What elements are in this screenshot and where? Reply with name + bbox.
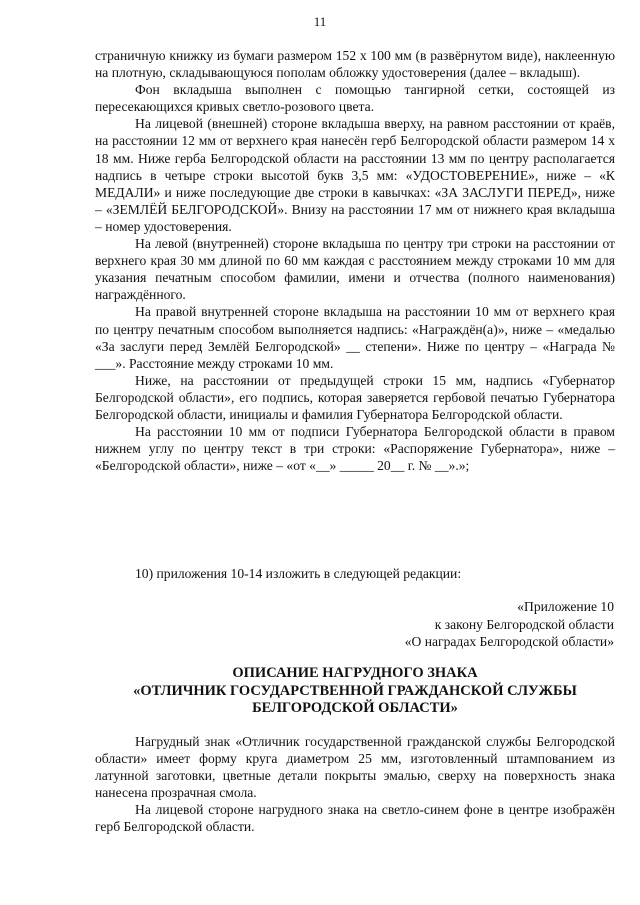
appendix-reference [405, 598, 614, 651]
appendix-ref-line-1: «Приложение 10 [517, 599, 614, 614]
section-title-line-3: БЕЛГОРОДСКОЙ ОБЛАСТИ» [252, 700, 458, 716]
section-title-line-2: «ОТЛИЧНИК ГОСУДАРСТВЕННОЙ ГРАЖДАНСКОЙ СЛУЖБЫ [133, 682, 577, 699]
body-text-top [95, 47, 615, 474]
paragraph: На расстоянии 10 мм от подписи Губернатора Белгородской области в правом нижнем углу по центру текст в три строки: «Распоряжение Губернатора», ниже – «Белгородской области», ниже – «от «__» _____ 20__ г. № __».»; [95, 424, 615, 474]
paragraph: На левой (внутренней) стороне вкладыша по центру три строки на расстоянии от верхнего края 30 мм длиной по 60 мм каждая с расстоянием между строками 10 мм для указания печатным способом фамилии, имени и отчества (полного наименования) награждённого. [95, 236, 615, 303]
appendix-ref-line-2: к закону Белгородской области [434, 616, 614, 632]
list-item-10: 10) приложения 10-14 изложить в следующей редакции: [135, 566, 462, 581]
paragraph: Фон вкладыша выполнен с помощью тангирной сетки, состоящей из пересекающихся кривых светло-розового цвета. [95, 82, 615, 115]
paragraph: страничную книжку из бумаги размером 152 х 100 мм (в развёрнутом виде), наклеенную на плотную, складывающуюся пополам обложку удостоверения (далее – вкладыш). [95, 48, 615, 81]
paragraph: Ниже, на расстоянии от предыдущей строки 15 мм, надпись «Губернатор Белгородской области», его подпись, которая заверяется гербовой печатью Губернатора Белгородской области, инициалы и фамилия Губернатора Белгородской области. [95, 372, 615, 422]
section-title-line-1: ОПИСАНИЕ НАГРУДНОГО ЗНАКА [232, 665, 478, 681]
paragraph: На лицевой (внешней) стороне вкладыша вверху, на равном расстоянии от краёв, на расстоянии 12 мм от верхнего края нанесён герб Белгородской области размером 14 х 18 мм. Ниже герба Белгородской области на расстоянии 13 мм по центру располагается надпись в четыре строки высотой букв 3,5 мм: «УДОСТОВЕРЕНИЕ», ниже – «К МЕДАЛИ» и ниже последующие две строки в кавычках: «ЗА ЗАСЛУГИ ПЕРЕД», ниже – «ЗЕМЛЁЙ БЕЛГОРОДСКОЙ». Внизу на расстоянии 17 мм от нижнего края вкладыша – номер удостоверения. [95, 116, 615, 234]
page-number: 11 [313, 14, 327, 29]
appendix-ref-line-3: «О наградах Белгородской области» [404, 634, 614, 649]
section-title [95, 665, 615, 718]
body-text-bottom [95, 733, 615, 836]
paragraph: На лицевой стороне нагрудного знака на светло-синем фоне в центре изображён герб Белгородской области. [95, 802, 615, 835]
paragraph: На правой внутренней стороне вкладыша на расстоянии 10 мм от верхнего края по центру печатным способом выполняется надпись: «Награждён(а)», ниже – «медалью «За заслуги перед Землёй Белгородской» __ степени». Ниже по центру – «Награда № ___». Расстояние между строками 10 мм. [95, 304, 615, 371]
paragraph: Нагрудный знак «Отличник государственной гражданской службы Белгородской области» имеет форму круга диаметром 25 мм, изготовленный штампованием из латунной заготовки, цветные детали покрыты эмалью, сверху на поверхность знака нанесена прозрачная смола. [95, 734, 615, 801]
